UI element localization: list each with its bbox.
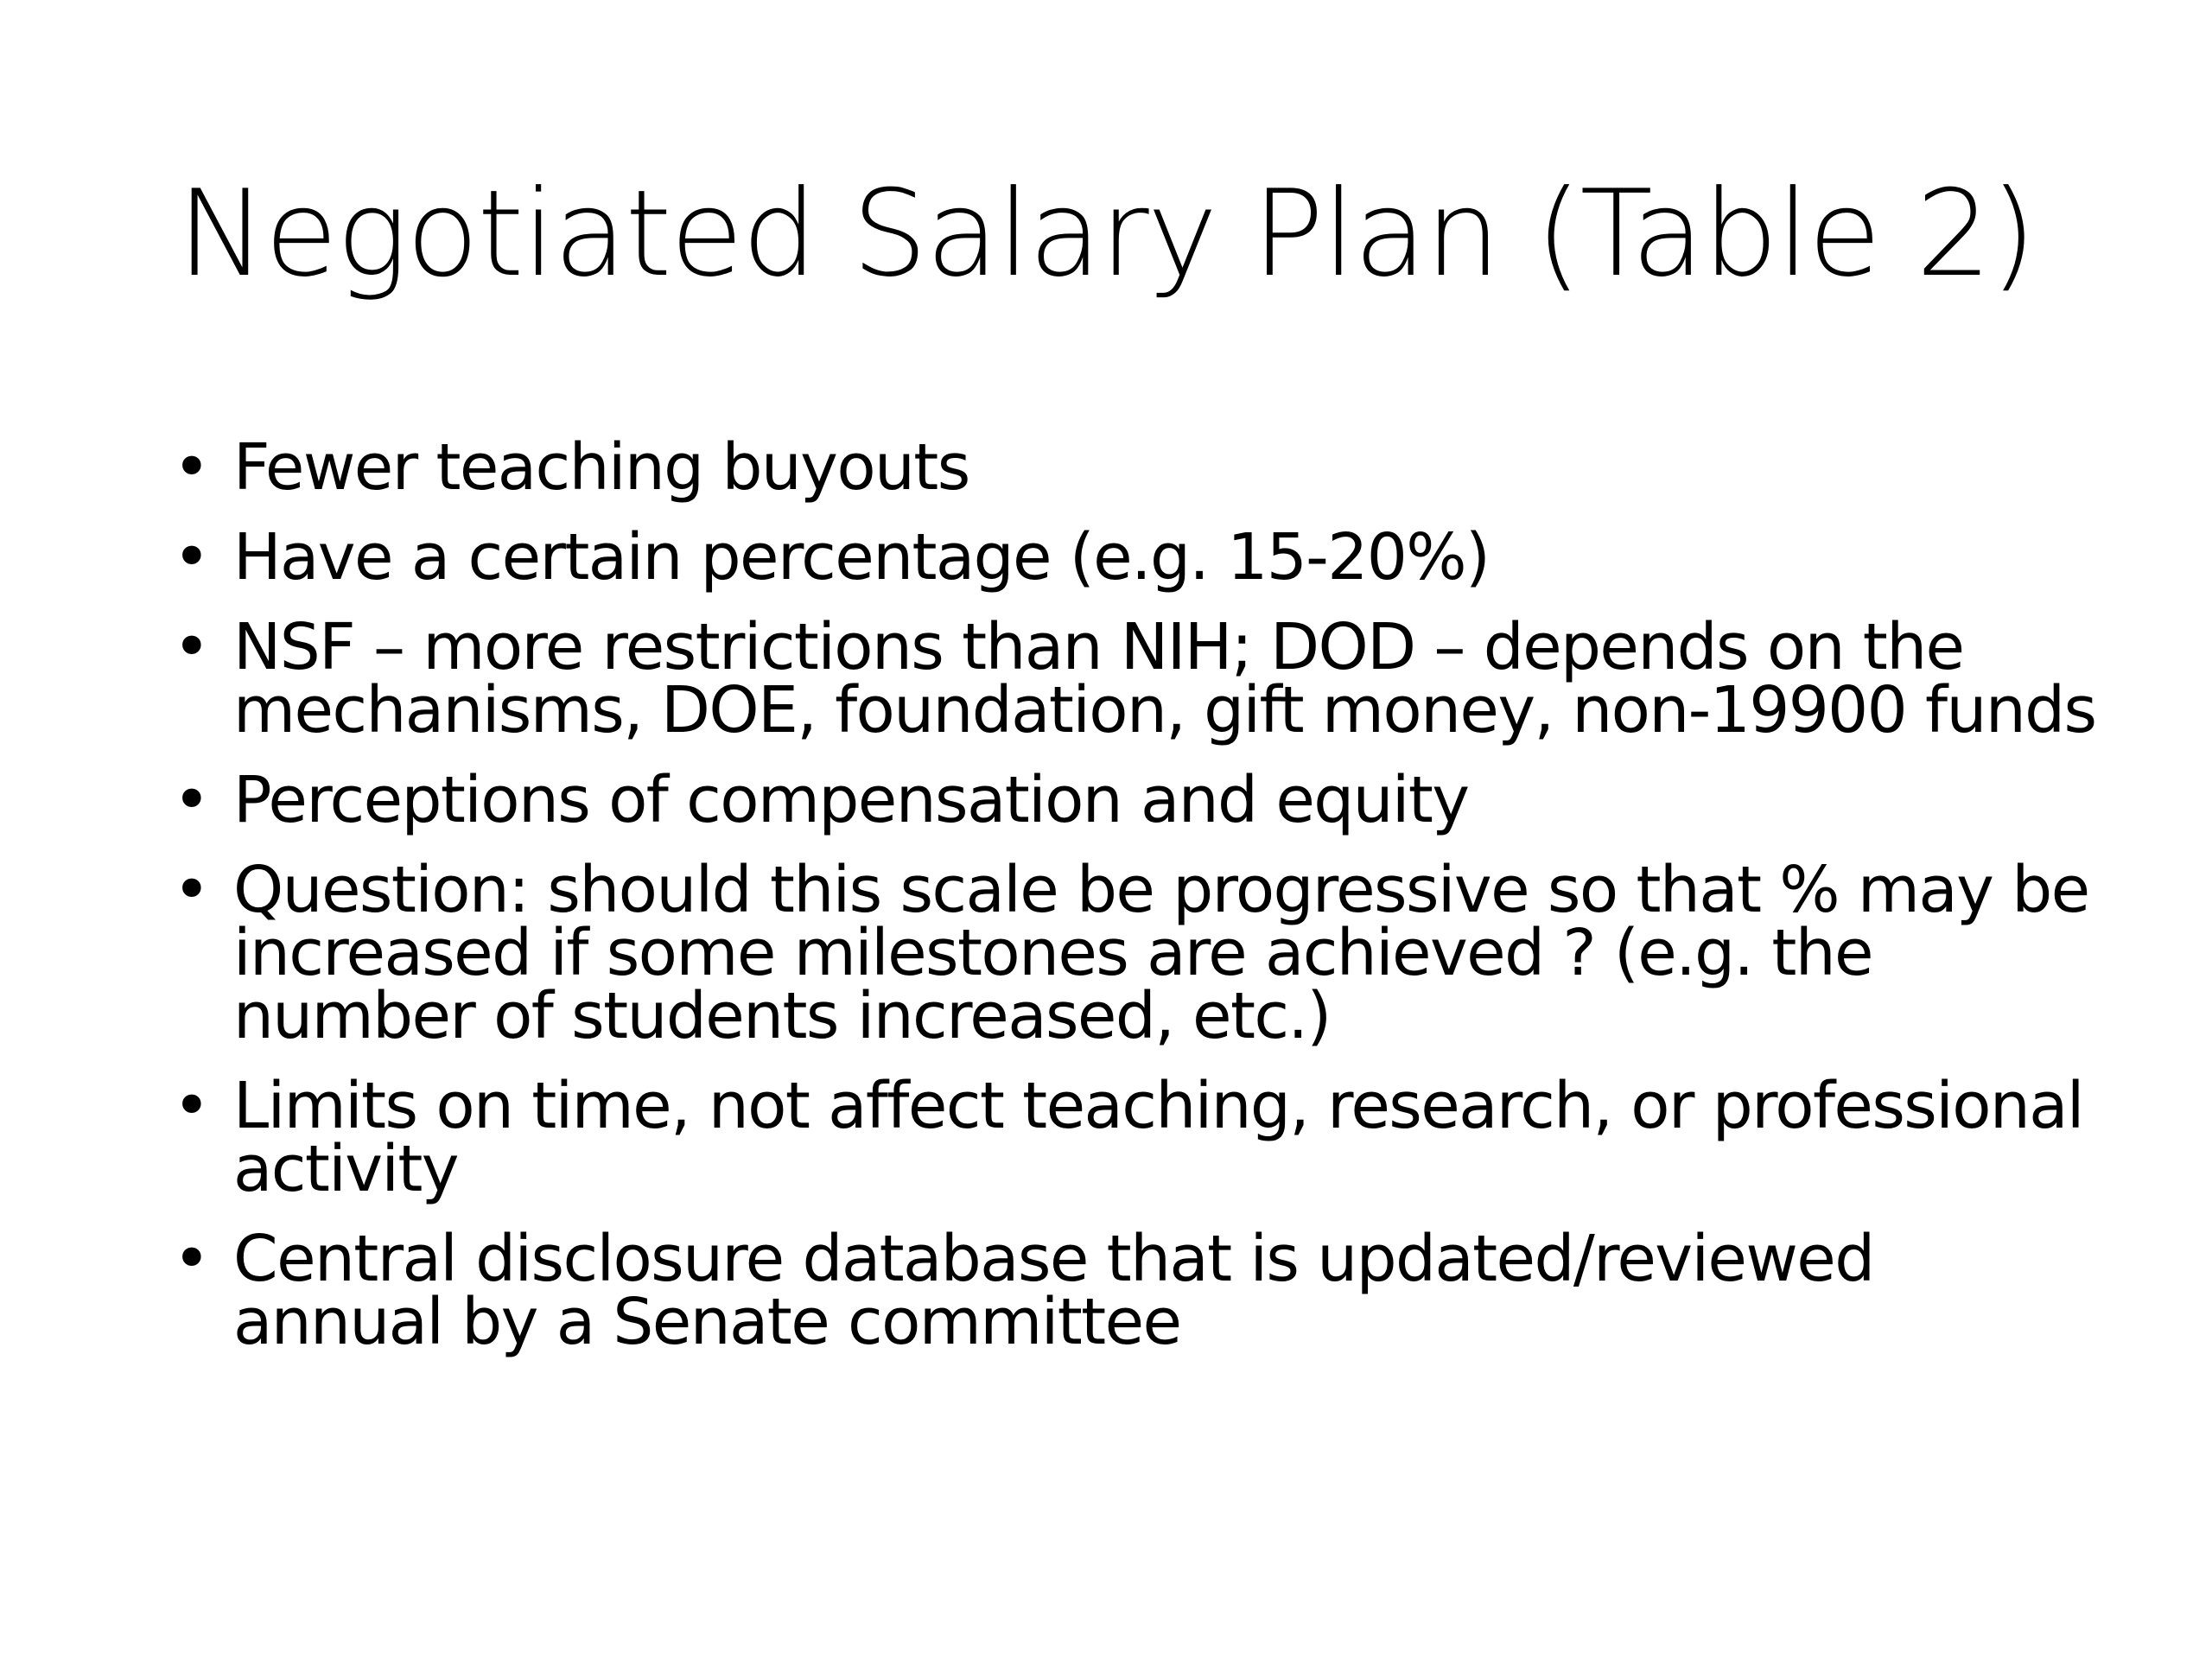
bullet-text xyxy=(233,1222,2108,1359)
bullet-item xyxy=(173,430,2108,505)
bullet-text xyxy=(233,853,2108,1053)
bullet-text xyxy=(233,520,2108,594)
bullet-icon: • xyxy=(173,610,210,684)
bullet-line: activity xyxy=(233,1132,458,1206)
bullet-line: mechanisms, DOE, foundation, gift money, non-19900 funds xyxy=(233,673,2096,747)
bullet-item xyxy=(173,763,2108,837)
bullet-text xyxy=(233,610,2108,747)
bullet-line: annual by a Senate committee xyxy=(233,1285,1181,1359)
bullet-icon: • xyxy=(173,1222,210,1296)
slide-title: Negotiated Salary Plan (Table 2) xyxy=(177,164,2035,303)
bullet-item xyxy=(173,1069,2108,1206)
bullet-icon: • xyxy=(173,853,210,927)
bullet-item xyxy=(173,610,2108,747)
bullet-icon: • xyxy=(173,763,210,837)
bullet-item xyxy=(173,520,2108,594)
bullet-line: Perceptions of compensation and equity xyxy=(233,763,1469,837)
bullet-line: Central disclosure database that is updated/reviewed xyxy=(233,1222,1874,1296)
bullet-text xyxy=(233,430,2108,505)
bullet-line: Have a certain percentage (e.g. 15-20%) xyxy=(233,520,1490,594)
bullet-line: number of students increased, etc.) xyxy=(233,979,1331,1053)
bullet-line: increased if some milestones are achieved ? (e.g. the xyxy=(233,916,1872,990)
bullet-line: Limits on time, not affect teaching, research, or professional xyxy=(233,1069,2083,1143)
bullet-item xyxy=(173,1222,2108,1359)
bullet-icon: • xyxy=(173,430,210,505)
bullet-list xyxy=(173,430,2108,1381)
bullet-icon: • xyxy=(173,1069,210,1143)
bullet-text xyxy=(233,763,2108,837)
bullet-line: Fewer teaching buyouts xyxy=(233,430,969,505)
bullet-line: NSF – more restrictions than NIH; DOD – depends on the xyxy=(233,610,1964,684)
bullet-icon: • xyxy=(173,520,210,594)
bullet-line: Question: should this scale be progressive so that % may be xyxy=(233,853,2089,927)
bullet-text xyxy=(233,1069,2108,1206)
bullet-item xyxy=(173,853,2108,1053)
